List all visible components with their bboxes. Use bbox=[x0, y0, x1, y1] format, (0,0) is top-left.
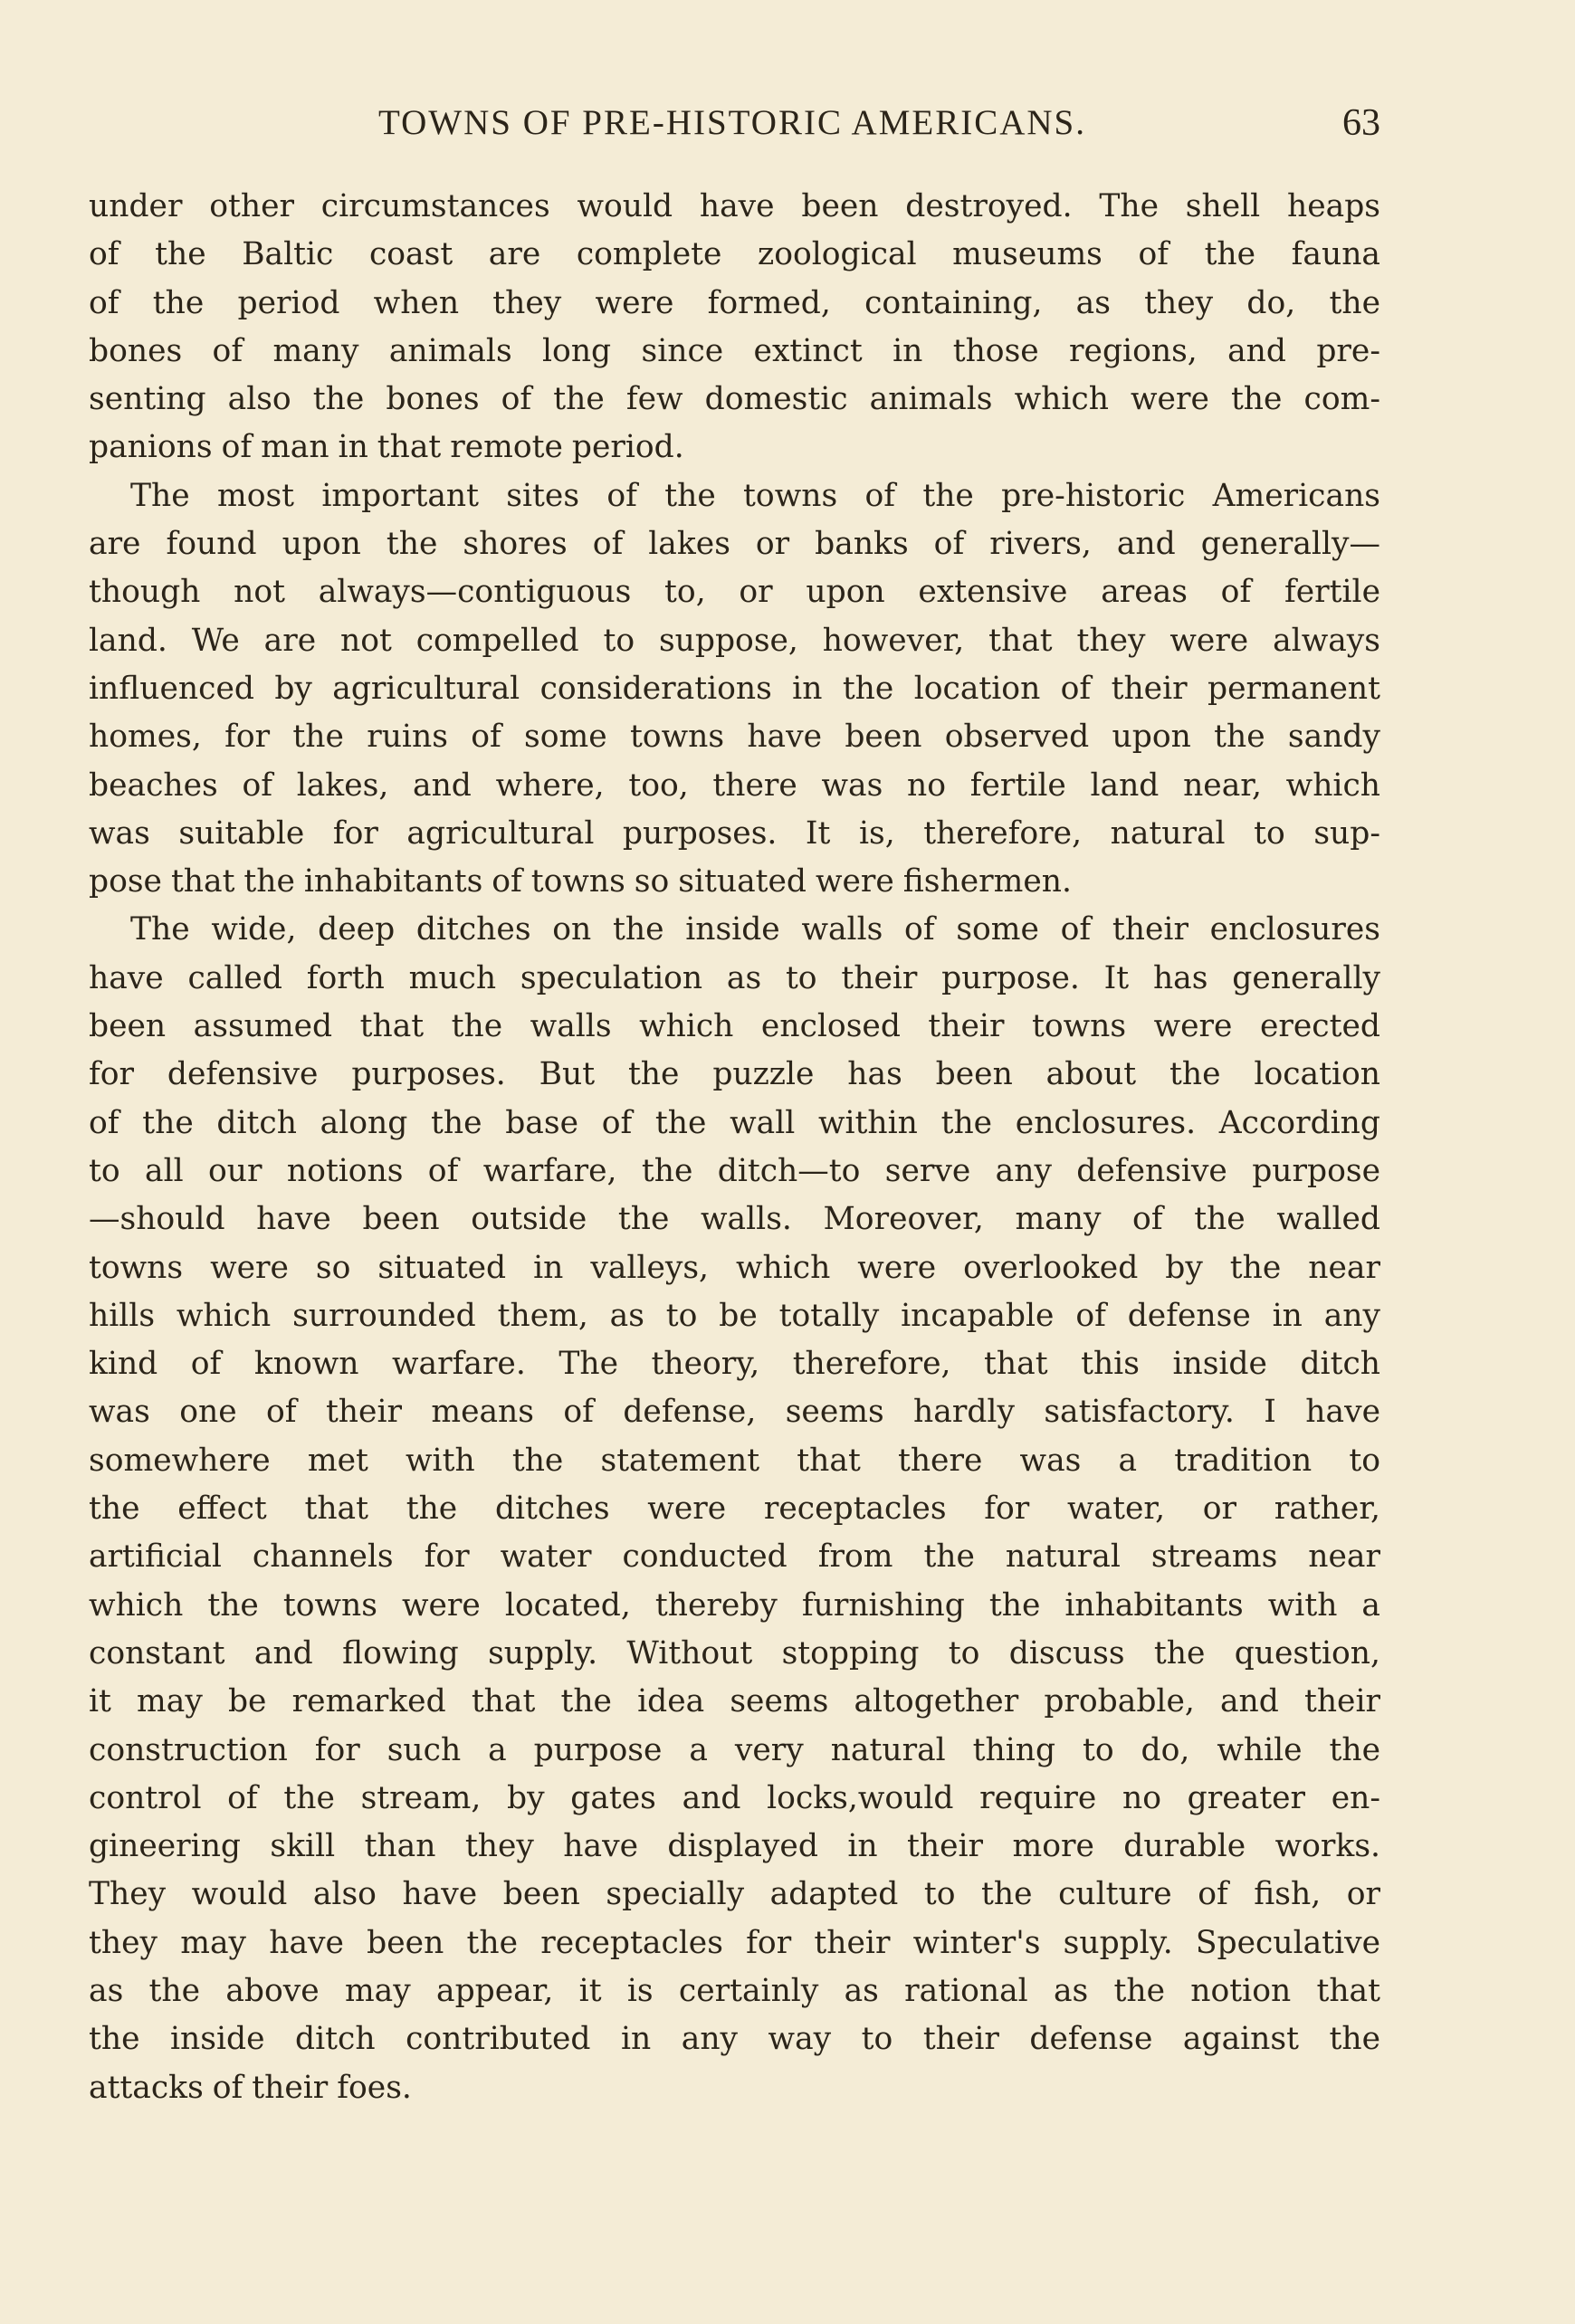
text-line: attacks of their foes. bbox=[89, 2069, 412, 2106]
text-line: been assumed that the walls which enclosed their towns were erected bbox=[89, 1008, 1380, 1045]
text-line: was one of their means of defense, seems hardly satisfactory. I have bbox=[89, 1394, 1380, 1431]
text-line: the effect that the ditches were receptacles for water, or rather, bbox=[89, 1491, 1380, 1528]
text-line: They would also have been specially adapted to the culture of fish, or bbox=[89, 1876, 1380, 1913]
text-line: towns were so situated in valleys, which were overlooked by the near bbox=[89, 1249, 1380, 1286]
text-line: it may be remarked that the idea seems altogether probable, and their bbox=[89, 1683, 1380, 1720]
text-line: are found upon the shores of lakes or banks of rivers, and generally— bbox=[89, 526, 1380, 563]
text-line: somewhere met with the statement that there was a tradition to bbox=[89, 1442, 1380, 1479]
text-line: hills which surrounded them, as to be totally incapable of defense in any bbox=[89, 1297, 1380, 1334]
text-line: was suitable for agricultural purposes. It is, therefore, natural to sup- bbox=[89, 814, 1380, 852]
text-line: beaches of lakes, and where, too, there was no fertile land near, which bbox=[89, 767, 1380, 804]
page-number: 63 bbox=[1342, 102, 1380, 144]
text-line: for defensive purposes. But the puzzle has been about the location bbox=[89, 1056, 1380, 1093]
text-line: of the Baltic coast are complete zoological museums of the fauna bbox=[89, 236, 1380, 273]
text-line: land. We are not compelled to suppose, however, that they were always bbox=[89, 622, 1380, 659]
text-line: have called forth much speculation as to their purpose. It has generally bbox=[89, 959, 1380, 996]
text-line: of the period when they were formed, containing, as they do, the bbox=[89, 284, 1380, 321]
text-line: they may have been the receptacles for their winter's supply. Speculative bbox=[89, 1924, 1380, 1961]
text-line: artificial channels for water conducted from the natural streams near bbox=[89, 1538, 1380, 1576]
text-line: under other circumstances would have been destroyed. The shell heaps bbox=[89, 188, 1380, 224]
text-line: the inside ditch contributed in any way to their defense against the bbox=[89, 2021, 1380, 2058]
text-line: The most important sites of the towns of the pre-historic Americans bbox=[130, 477, 1380, 514]
text-line: senting also the bones of the few domestic animals which were the com- bbox=[89, 381, 1380, 418]
text-line: gineering skill than they have displayed in their more durable works. bbox=[89, 1828, 1380, 1865]
text-line: which the towns were located, thereby furnishing the inhabitants with a bbox=[89, 1586, 1380, 1624]
text-line: of the ditch along the base of the wall within the enclosures. According bbox=[89, 1104, 1380, 1141]
text-line: bones of many animals long since extinct in those regions, and pre- bbox=[89, 332, 1380, 369]
text-line: pose that the inhabitants of towns so situated were fishermen. bbox=[89, 863, 1072, 900]
text-line: panions of man in that remote period. bbox=[89, 429, 684, 466]
text-line: influenced by agricultural considerations in the location of their permanent bbox=[89, 670, 1380, 707]
text-line: control of the stream, by gates and locks,would require no greater en- bbox=[89, 1779, 1380, 1816]
text-line: constant and flowing supply. Without stopping to discuss the question, bbox=[89, 1634, 1380, 1672]
text-line: as the above may appear, it is certainly as rational as the notion that bbox=[89, 1972, 1380, 2009]
text-line: kind of known warfare. The theory, therefore, that this inside ditch bbox=[89, 1346, 1380, 1383]
text-line: construction for such a purpose a very natural thing to do, while the bbox=[89, 1731, 1380, 1768]
text-line: homes, for the ruins of some towns have been observed upon the sandy bbox=[89, 719, 1380, 756]
text-line: The wide, deep ditches on the inside walls of some of their enclosures bbox=[130, 911, 1380, 948]
text-line: though not always—contiguous to, or upon extensive areas of fertile bbox=[89, 574, 1380, 611]
body-text bbox=[89, 183, 1380, 2112]
text-line: to all our notions of warfare, the ditch—to serve any defensive purpose bbox=[89, 1152, 1380, 1189]
page-header bbox=[89, 98, 1380, 148]
text-line: —should have been outside the walls. Moreover, many of the walled bbox=[89, 1201, 1380, 1238]
running-title: TOWNS OF PRE-HISTORIC AMERICANS. bbox=[378, 103, 1086, 142]
